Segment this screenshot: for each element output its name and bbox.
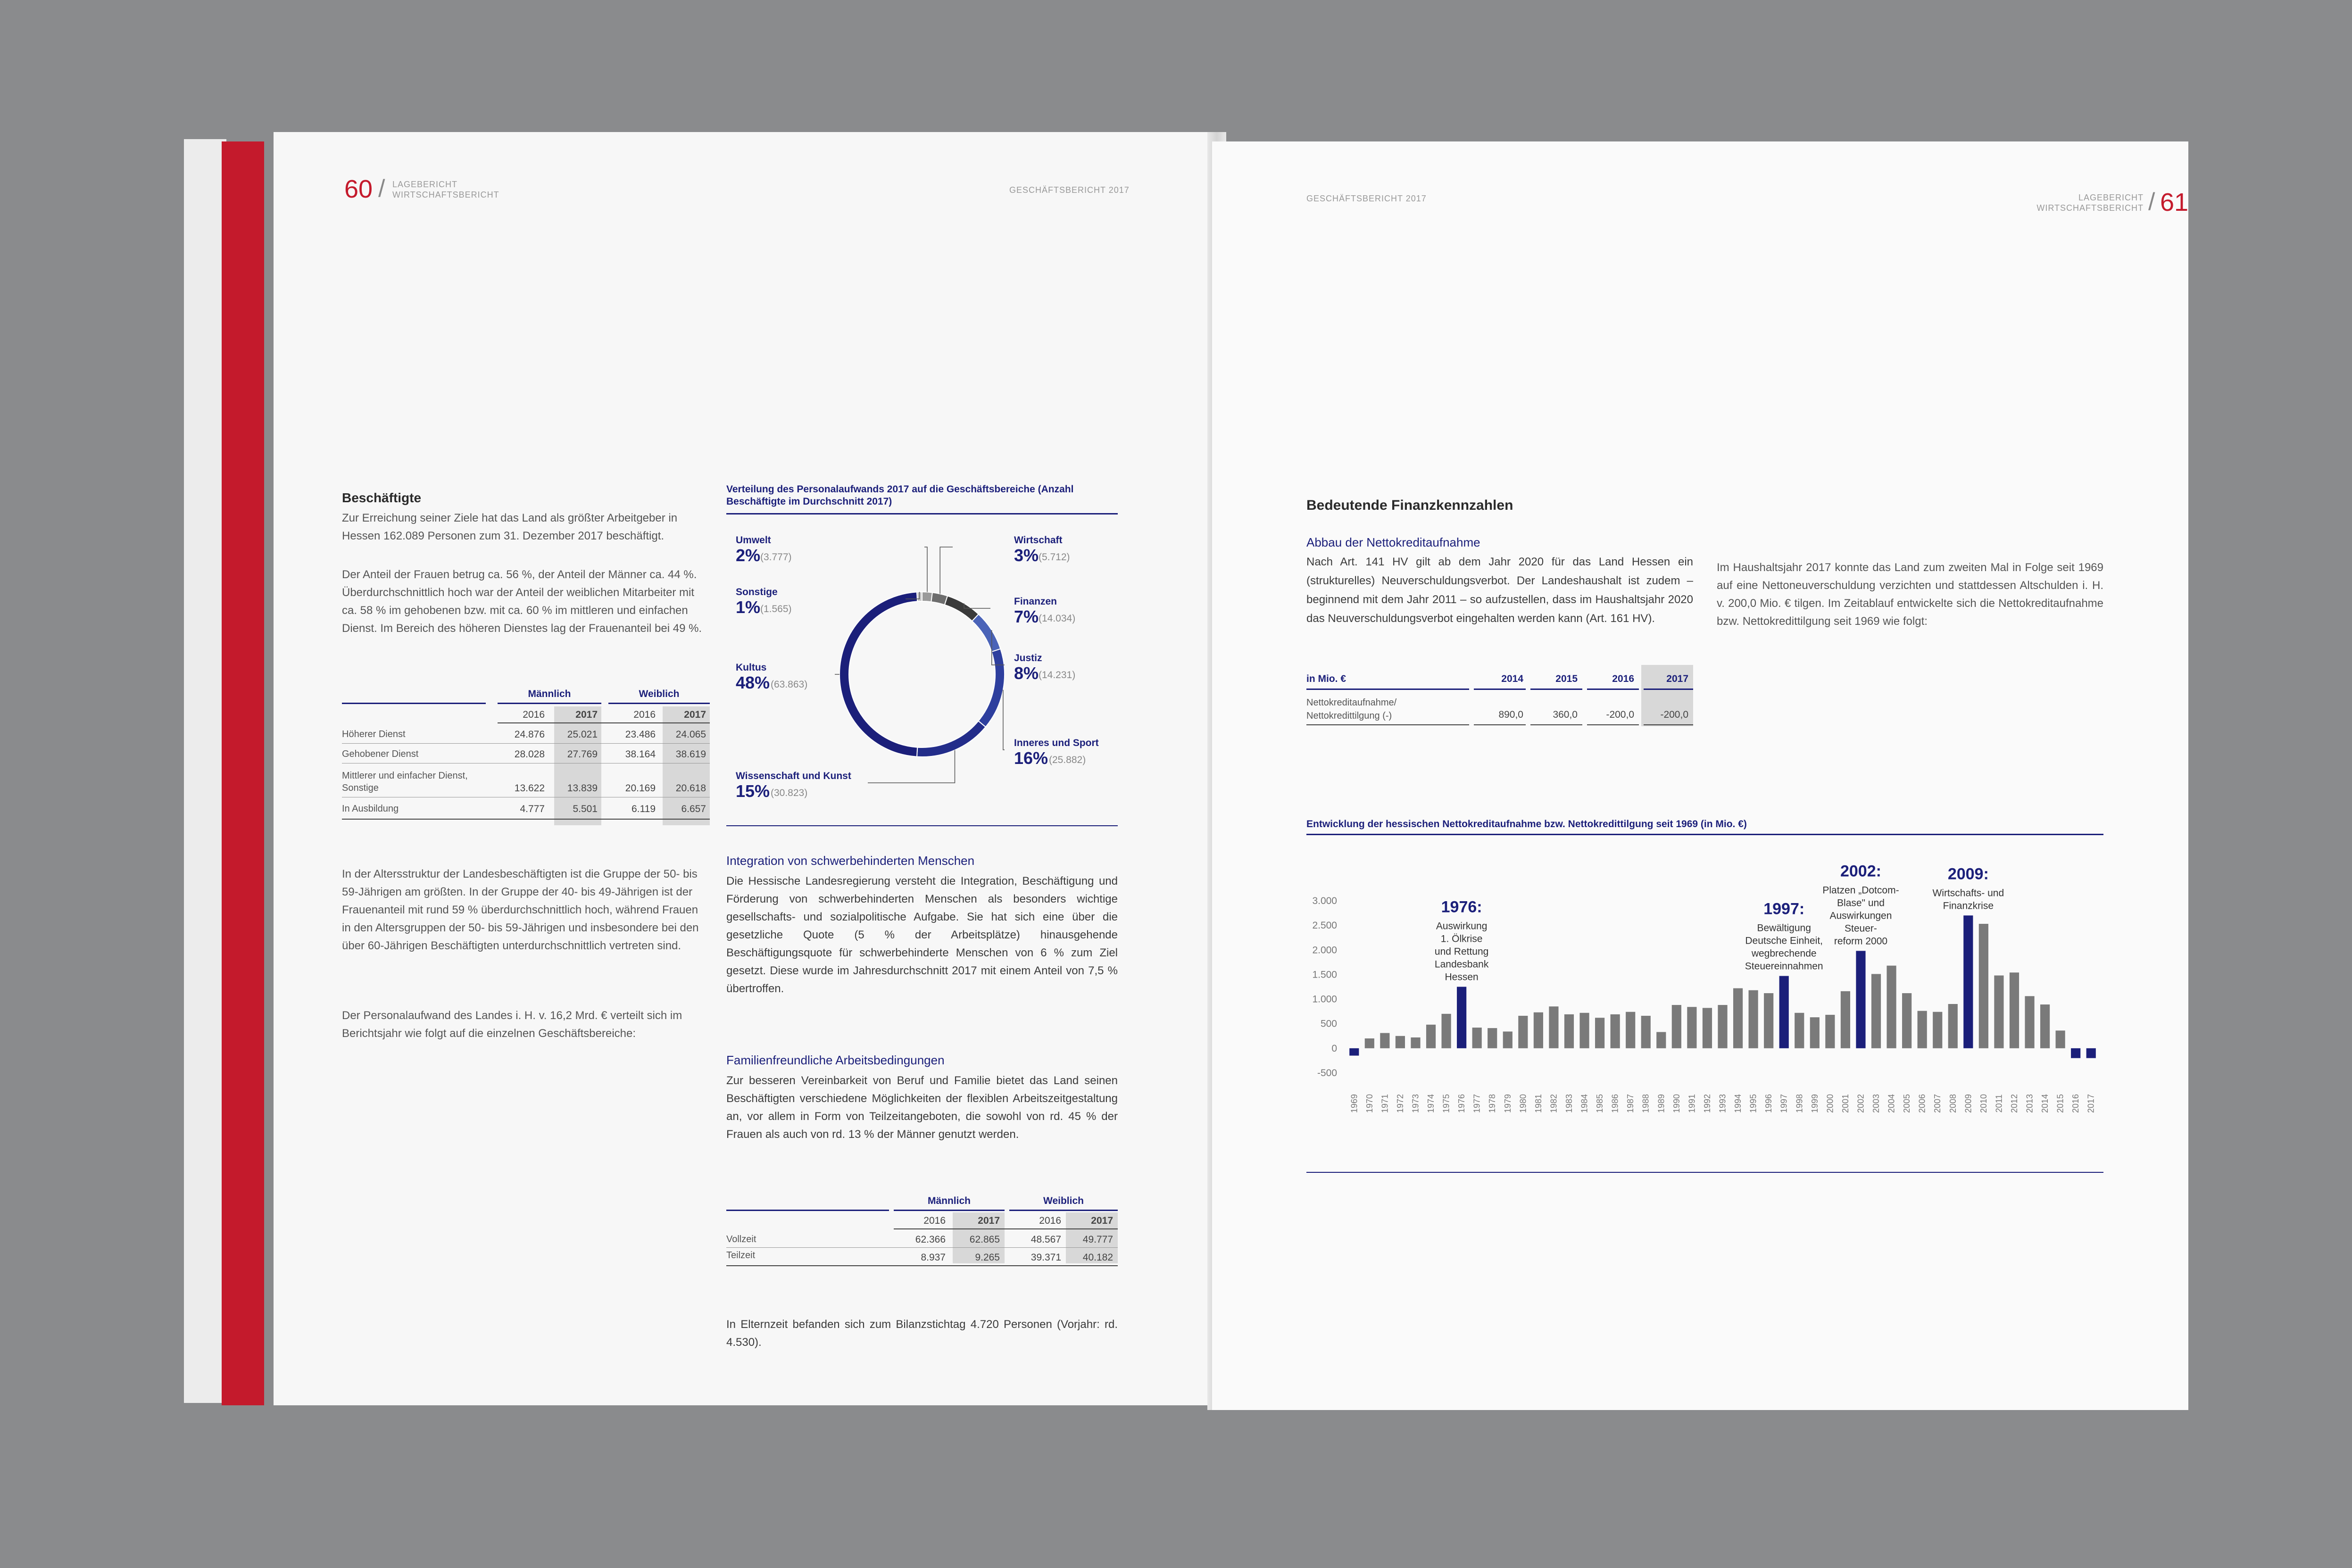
table-cell: 38.619 <box>675 749 706 760</box>
donut-label-count: (1.565) <box>760 604 792 614</box>
donut-label-pct: 48% <box>736 673 770 692</box>
subheading-nettokredit: Abbau der Nettokreditaufnahme <box>1306 535 1480 549</box>
bar-2001 <box>1841 991 1850 1048</box>
bar-chart <box>1306 839 2103 1141</box>
x-tick-label: 1977 <box>1472 1094 1482 1113</box>
table-rule <box>894 1210 1005 1211</box>
year-header: 2016 <box>1612 673 1634 684</box>
bar-1981 <box>1534 1012 1543 1048</box>
table-cell: 360,0 <box>1553 709 1578 720</box>
x-tick-label: 1997 <box>1779 1094 1789 1113</box>
table-rule <box>1644 724 1693 725</box>
bar-1969 <box>1349 1048 1359 1056</box>
finance-table <box>1306 665 1698 726</box>
table-cell: 6.119 <box>632 804 656 814</box>
bar-2008 <box>1948 1004 1958 1048</box>
heading-beschaeftigte: Beschäftigte <box>342 490 422 505</box>
bar-1975 <box>1441 1014 1451 1048</box>
bar-2009 <box>1963 915 1973 1048</box>
donut-label-count: (3.777) <box>760 552 792 563</box>
table-cell: 9.265 <box>975 1252 1000 1263</box>
annotation-text: Wirtschafts- und <box>1932 888 2004 899</box>
x-tick-label: 1982 <box>1549 1094 1559 1113</box>
table-cell: 48.567 <box>1031 1234 1061 1245</box>
table-rule <box>1474 724 1526 725</box>
chart-title-rule <box>1306 834 2103 835</box>
table-cell: 20.618 <box>675 783 706 794</box>
bar-1982 <box>1549 1006 1558 1048</box>
bar-2010 <box>1979 924 1988 1048</box>
table-rule <box>1587 724 1639 725</box>
section-line-1: LAGEBERICHT <box>2078 193 2144 202</box>
donut-label-count: (63.863) <box>771 679 808 690</box>
bar-2016 <box>2071 1048 2080 1058</box>
x-tick-label: 1984 <box>1579 1094 1589 1113</box>
table-cell: 6.657 <box>681 804 706 814</box>
para-familie: Zur besseren Vereinbarkeit von Beruf und Familie bietet das Land seinen Beschäftigten verschiedene Möglichkeiten der flexiblen Arbeitszeitgestaltung an, vor allem in Form von Teilzeitangeboten, die sowohl von rd. 45 % der Frauen als auch von rd. 13 % der Männer genutzt werden. <box>726 1074 1118 1141</box>
table-cell: 27.769 <box>567 749 598 760</box>
x-tick-label: 2005 <box>1902 1094 1912 1113</box>
bar-2006 <box>1918 1011 1927 1048</box>
x-tick-label: 1996 <box>1764 1094 1774 1113</box>
x-tick-label: 2002 <box>1856 1094 1866 1113</box>
para-intro: Zur Erreichung seiner Ziele hat das Land als größter Arbeitgeber in Hessen 162.089 Personen zum 31. Dezember 2017 beschäftigt. <box>342 512 678 542</box>
year-header: 2017 <box>978 1215 1000 1226</box>
section-line-2: WIRTSCHAFTSBERICHT <box>392 190 499 199</box>
group-weiblich: Weiblich <box>1043 1195 1084 1206</box>
donut-leader-line <box>940 547 953 594</box>
x-tick-label: 1994 <box>1733 1094 1743 1113</box>
annotation-text: Steuereinnahmen <box>1745 961 1823 972</box>
donut-label-name: Sonstige <box>736 587 778 597</box>
donut-label-name: Wissenschaft und Kunst <box>736 771 851 781</box>
table-bottom-rule <box>342 819 710 820</box>
donut-label-pct: 15% <box>736 781 770 801</box>
table-rule <box>1644 689 1693 690</box>
paper-edge <box>184 139 226 1403</box>
annotation-text: Landesbank <box>1434 959 1489 970</box>
annotation-text: wegbrechende <box>1751 948 1817 959</box>
heading-familienfreundlich: Familienfreundliche Arbeitsbedingungen <box>726 1053 945 1067</box>
table-rule <box>498 722 710 723</box>
row-label: Höherer Dienst <box>342 729 406 739</box>
bar-1970 <box>1365 1038 1374 1048</box>
donut-label-name: Kultus <box>736 662 767 673</box>
para-altersstruktur: In der Altersstruktur der Landesbeschäftigten ist die Gruppe der 50- bis 59-Jährigen am größten. In der Gruppe der 40- bis 49-Jährigen ist der Frauenanteil mit rund 59 % überdurchschnittlich hoch, während Frauen in den Altersgruppen der 50- bis 59-Jährigen und insbesondere bei den über 60-Jährigen Beschäftigten unterdurchschnittlich vertreten sind. <box>342 868 699 952</box>
table-cell: -200,0 <box>1660 709 1688 720</box>
year-header: 2016 <box>1039 1215 1061 1226</box>
x-tick-label: 1973 <box>1411 1094 1421 1113</box>
annotation-text: Hessen <box>1445 971 1479 983</box>
bar-1974 <box>1426 1025 1436 1048</box>
section-line-2: WIRTSCHAFTSBERICHT <box>2036 203 2144 213</box>
table-rule <box>1587 689 1639 690</box>
bar-2000 <box>1825 1015 1835 1048</box>
para-art141: Nach Art. 141 HV gilt ab dem Jahr 2020 für das Land Hessen ein (strukturelles) Neuverschuldungsverbot. Der Landeshaushalt ist zudem – beginnend mit dem Jahr 2011 – so aufzustellen, dass im Haushaltsjahr 2020 das Neuverschuldungsverbot eingehalten werden kann (Art. 161 HV). <box>1306 556 1693 625</box>
bar-1992 <box>1703 1008 1712 1048</box>
donut-label-count: (30.823) <box>771 788 808 798</box>
bar-1979 <box>1503 1031 1513 1048</box>
bar-2011 <box>1994 976 2003 1048</box>
donut-label-pct: 16% <box>1014 748 1048 768</box>
x-tick-label: 2008 <box>1948 1094 1958 1113</box>
x-tick-label: 2004 <box>1887 1094 1896 1113</box>
bar-1985 <box>1595 1018 1604 1048</box>
annotation-text: Blase" und <box>1837 897 1885 909</box>
donut-label-name: Justiz <box>1014 653 1042 664</box>
annotation-text: Finanzkrise <box>1943 900 1994 912</box>
x-tick-label: 1987 <box>1626 1094 1636 1113</box>
teilzeit-table <box>726 1195 1118 1266</box>
year-header: 2015 <box>1555 673 1578 684</box>
bar-1971 <box>1380 1033 1389 1048</box>
bar-1990 <box>1672 1005 1681 1048</box>
annotation-text: reform 2000 <box>1834 936 1888 947</box>
x-tick-label: 1975 <box>1441 1094 1451 1113</box>
table-cell: 890,0 <box>1498 709 1523 720</box>
annotation-text: Deutsche Einheit, <box>1745 935 1823 946</box>
table-cell: 38.164 <box>625 749 656 760</box>
x-tick-label: 2010 <box>1978 1094 1988 1113</box>
chart-bottom-rule <box>726 825 1118 826</box>
donut-label-pct: 7% <box>1014 607 1039 626</box>
table-cell: 8.937 <box>921 1252 946 1263</box>
bar-2014 <box>2040 1004 2050 1048</box>
donut-slice-kultus <box>839 592 917 756</box>
annotation-text: Auswirkungen <box>1829 910 1892 921</box>
donut-label-pct: 1% <box>736 597 761 617</box>
x-tick-label: 1998 <box>1795 1094 1804 1113</box>
bar-1976 <box>1457 987 1466 1048</box>
x-tick-label: 1985 <box>1595 1094 1605 1113</box>
bar-1995 <box>1749 990 1758 1048</box>
row-label: Mittlerer und einfacher Dienst, Sonstige <box>342 771 468 793</box>
annotation-year: 1976: <box>1441 898 1482 916</box>
annotation-year: 2009: <box>1947 865 1989 883</box>
y-tick-label: 1.500 <box>1312 969 1337 980</box>
x-tick-label: 2013 <box>2025 1094 2035 1113</box>
slash-divider: / <box>2148 188 2155 216</box>
section-header <box>2021 192 2144 213</box>
running-title: GESCHÄFTSBERICHT 2017 <box>1009 185 1130 195</box>
x-tick-label: 2009 <box>1963 1094 1973 1113</box>
slash-divider: / <box>378 175 385 202</box>
table-rule <box>894 1228 1118 1229</box>
donut-slice-justiz <box>972 614 1000 652</box>
x-tick-label: 1980 <box>1518 1094 1528 1113</box>
year-header: 2014 <box>1501 673 1523 684</box>
x-tick-label: 2014 <box>2040 1094 2050 1113</box>
para-elternzeit: In Elternzeit befanden sich zum Bilanzstichtag 4.720 Personen (Vorjahr: rd. 4.530). <box>726 1318 1118 1349</box>
donut-label-count: (14.231) <box>1039 670 1076 680</box>
x-tick-label: 1969 <box>1349 1094 1359 1113</box>
annotation-year: 2002: <box>1840 862 1881 880</box>
row-label: Gehobener Dienst <box>342 749 419 759</box>
year-header: 2017 <box>575 709 598 720</box>
bar-1983 <box>1564 1014 1574 1048</box>
bar-1986 <box>1611 1014 1620 1048</box>
x-tick-label: 2000 <box>1825 1094 1835 1113</box>
group-maennlich: Männlich <box>927 1195 971 1206</box>
year-header: 2016 <box>633 709 656 720</box>
x-tick-label: 1993 <box>1718 1094 1728 1113</box>
donut-label-pct: 2% <box>736 546 761 565</box>
bar-2015 <box>2056 1030 2065 1048</box>
bar-1987 <box>1626 1012 1635 1048</box>
para-frauenanteil: Der Anteil der Frauen betrug ca. 56 %, der Anteil der Männer ca. 44 %. Überdurchschnittlich hoch war der Anteil der weiblichen Mitarbeiter mit ca. 58 % im gehobenen bzw. mit ca. 60 % im mittleren und einfachen Dienst. Im Bereich des höheren Dienstes lag der Frauenanteil bei 49 %. <box>342 568 702 635</box>
donut-chart-title: Verteilung des Personalaufwands 2017 auf die Geschäftsbereiche (Anzahl Beschäftigte im Durchschnitt 2017) <box>726 484 1074 507</box>
donut-leader-line <box>924 547 927 592</box>
x-tick-label: 1978 <box>1488 1094 1497 1113</box>
donut-label-count: (25.882) <box>1049 755 1086 765</box>
bar-1996 <box>1764 993 1773 1048</box>
x-tick-label: 1970 <box>1364 1094 1374 1113</box>
x-tick-label: 2003 <box>1871 1094 1881 1113</box>
y-tick-label: 2.000 <box>1312 945 1337 956</box>
table-cell: 62.865 <box>969 1234 1000 1245</box>
group-maennlich: Männlich <box>528 689 571 699</box>
y-tick-label: 0 <box>1331 1043 1337 1054</box>
bar-2013 <box>2025 996 2034 1048</box>
donut-label-pct: 8% <box>1014 664 1039 683</box>
table-cell: -200,0 <box>1606 709 1634 720</box>
y-tick-label: -500 <box>1317 1068 1337 1079</box>
bar-1993 <box>1718 1005 1727 1048</box>
bar-chart-title: Entwicklung der hessischen Nettokreditaufnahme bzw. Nettokredittilgung seit 1969 (in Mio. €) <box>1306 819 1747 830</box>
table-rule <box>1530 724 1582 725</box>
x-tick-label: 1971 <box>1380 1094 1390 1113</box>
bar-1973 <box>1411 1037 1420 1048</box>
bar-1989 <box>1656 1032 1666 1048</box>
year-header: 2016 <box>923 1215 946 1226</box>
heading-integration: Integration von schwerbehinderten Menschen <box>726 854 975 868</box>
para-personalaufwand: Der Personalaufwand des Landes i. H. v. 16,2 Mrd. € verteilt sich im Berichtsjahr wie folgt auf die einzelnen Geschäftsbereiche: <box>342 1009 682 1040</box>
table-rule <box>1306 724 1469 725</box>
table-rule <box>342 703 486 704</box>
table-cell: 24.065 <box>675 729 706 740</box>
year-header: 2017 <box>1091 1215 1113 1226</box>
x-tick-label: 2006 <box>1917 1094 1927 1113</box>
table-cell: 20.169 <box>625 783 656 794</box>
x-tick-label: 2016 <box>2071 1094 2081 1113</box>
donut-label-name: Wirtschaft <box>1014 535 1063 546</box>
y-tick-label: 3.000 <box>1312 896 1337 906</box>
bar-1980 <box>1518 1016 1528 1048</box>
table-rule <box>1530 689 1582 690</box>
x-tick-label: 1981 <box>1533 1094 1543 1113</box>
table-cell: 28.028 <box>514 749 545 760</box>
table-rule <box>726 1210 889 1211</box>
annotation-text: 1. Ölkrise <box>1440 933 1483 945</box>
annotation-text: Bewältigung <box>1757 922 1811 934</box>
row-divider <box>726 1247 1118 1248</box>
table-cell: 62.366 <box>915 1234 946 1245</box>
table-cell: 40.182 <box>1082 1252 1113 1263</box>
unit-label: in Mio. € <box>1306 673 1346 684</box>
row-label: Vollzeit <box>726 1234 756 1244</box>
x-tick-label: 1988 <box>1641 1094 1651 1113</box>
left-page <box>274 132 1226 1405</box>
table-bottom-rule <box>726 1265 1118 1266</box>
table-rule <box>1474 689 1526 690</box>
annotation-text: Platzen „Dotcom- <box>1822 885 1899 896</box>
x-tick-label: 1976 <box>1457 1094 1467 1113</box>
bar-2007 <box>1933 1012 1942 1048</box>
x-tick-label: 2012 <box>2009 1094 2019 1113</box>
donut-slice-umwelt <box>922 592 932 602</box>
row-label-line: Nettokreditaufnahme/ <box>1306 697 1397 708</box>
bar-2003 <box>1871 974 1881 1048</box>
bar-2017 <box>2086 1048 2096 1058</box>
table-cell: 13.622 <box>514 783 545 794</box>
right-page <box>1212 141 2188 1410</box>
annotation-text: und Rettung <box>1434 946 1489 957</box>
bar-1972 <box>1396 1036 1405 1048</box>
bar-1999 <box>1810 1017 1820 1048</box>
year-header: 2017 <box>1666 673 1688 684</box>
x-tick-label: 2007 <box>1933 1094 1943 1113</box>
bar-1984 <box>1579 1013 1589 1048</box>
bar-1978 <box>1488 1028 1497 1048</box>
donut-leader-line <box>1003 690 1005 750</box>
bar-2012 <box>2010 972 2019 1048</box>
x-tick-label: 1979 <box>1503 1094 1513 1113</box>
bar-1994 <box>1733 988 1743 1048</box>
donut-label-name: Finanzen <box>1014 596 1057 607</box>
year-header: 2016 <box>523 709 545 720</box>
row-label: In Ausbildung <box>342 804 399 814</box>
x-tick-label: 1999 <box>1810 1094 1820 1113</box>
x-tick-label: 2017 <box>2086 1094 2096 1113</box>
page-number: 60 <box>344 175 373 203</box>
x-tick-label: 1989 <box>1656 1094 1666 1113</box>
table-rule <box>1009 1210 1118 1211</box>
table-rule <box>1306 689 1469 690</box>
x-tick-label: 1986 <box>1610 1094 1620 1113</box>
red-cover-edge <box>222 141 264 1405</box>
x-tick-label: 1992 <box>1702 1094 1712 1113</box>
x-tick-label: 1995 <box>1748 1094 1758 1113</box>
table-cell: 39.371 <box>1031 1252 1061 1263</box>
donut-slice-wissenschaft-und-kunst <box>917 721 986 757</box>
x-tick-label: 1990 <box>1671 1094 1681 1113</box>
donut-label-pct: 3% <box>1014 546 1039 565</box>
table-cell: 13.839 <box>567 783 598 794</box>
y-tick-label: 500 <box>1320 1018 1337 1029</box>
annotation-year: 1997: <box>1763 900 1805 918</box>
employees-table <box>342 689 710 825</box>
annotation-text: Steuer- <box>1845 923 1877 934</box>
para-integration: Die Hessische Landesregierung versteht die Integration, Beschäftigung und Förderung von schwerbehinderten Menschen als besonders wichtige gesellschafts- und sozialpolitische Aufgabe. Sie hat sich eine über die gesetzliche Quote (5 % der Arbeitsplätze) hinausgehende Beschäftigungsquote für schwerbehinderte Menschen von 6 % zum Ziel gesetzt. Diese wurde im Jahresdurchschnitt 2017 mit einem Anteil von 7,5 % übertroffen. <box>726 875 1118 995</box>
table-cell: 24.876 <box>514 729 545 740</box>
row-label: Teilzeit <box>726 1250 756 1261</box>
running-title: GESCHÄFTSBERICHT 2017 <box>1306 194 1427 203</box>
chart-bottom-rule <box>1306 1172 2103 1173</box>
row-divider <box>342 743 710 744</box>
heading-finanzkennzahlen: Bedeutende Finanzkennzahlen <box>1306 498 1513 513</box>
donut-label-count: (14.034) <box>1039 613 1076 624</box>
table-cell: 23.486 <box>625 729 656 740</box>
row-label <box>1306 696 1396 722</box>
x-tick-label: 1983 <box>1564 1094 1574 1113</box>
bar-1991 <box>1687 1007 1696 1048</box>
bar-1998 <box>1795 1013 1804 1048</box>
donut-label-name: Umwelt <box>736 535 771 546</box>
annotation-text: Auswirkung <box>1436 921 1488 932</box>
book-spread <box>179 127 2193 1419</box>
donut-label-name: Inneres und Sport <box>1014 738 1099 748</box>
x-tick-label: 1974 <box>1426 1094 1436 1113</box>
table-rule <box>608 703 710 704</box>
page-number: 61 <box>2160 188 2189 216</box>
bar-1977 <box>1472 1028 1482 1048</box>
bar-1988 <box>1641 1016 1651 1048</box>
row-label-line: Nettokredittilgung (-) <box>1306 711 1392 721</box>
table-rule <box>498 703 601 704</box>
y-tick-label: 2.500 <box>1312 920 1337 931</box>
chart-title-rule <box>726 513 1118 514</box>
para-haushaltsjahr: Im Haushaltsjahr 2017 konnte das Land zum zweiten Mal in Folge seit 1969 auf eine Nettoneuverschuldung verzichten und stattdessen Altschulden i. H. v. 200,0 Mio. € tilgen. Im Zeitablauf entwickelte sich die Nettokreditaufnahme bzw. Nettokredittilgung seit 1969 wie folgt: <box>1717 561 2103 628</box>
table-cell: 25.021 <box>567 729 598 740</box>
table-cell: 4.777 <box>520 804 545 814</box>
x-tick-label: 1991 <box>1687 1094 1697 1113</box>
bar-1997 <box>1779 976 1789 1048</box>
table-cell: 5.501 <box>573 804 598 814</box>
bar-2005 <box>1902 993 1912 1048</box>
donut-chart <box>726 519 1118 825</box>
group-weiblich: Weiblich <box>639 689 680 699</box>
x-tick-label: 2011 <box>1994 1094 2004 1113</box>
table-cell: 49.777 <box>1082 1234 1113 1245</box>
x-tick-label: 1972 <box>1395 1094 1405 1113</box>
donut-label-count: (5.712) <box>1039 552 1070 563</box>
section-header <box>392 179 499 200</box>
x-tick-label: 2015 <box>2055 1094 2065 1113</box>
y-tick-label: 1.000 <box>1312 994 1337 1005</box>
bar-2004 <box>1887 966 1896 1048</box>
bar-2002 <box>1856 951 1865 1048</box>
section-line-1: LAGEBERICHT <box>392 180 458 189</box>
year-header: 2017 <box>684 709 706 720</box>
x-tick-label: 2001 <box>1840 1094 1850 1113</box>
